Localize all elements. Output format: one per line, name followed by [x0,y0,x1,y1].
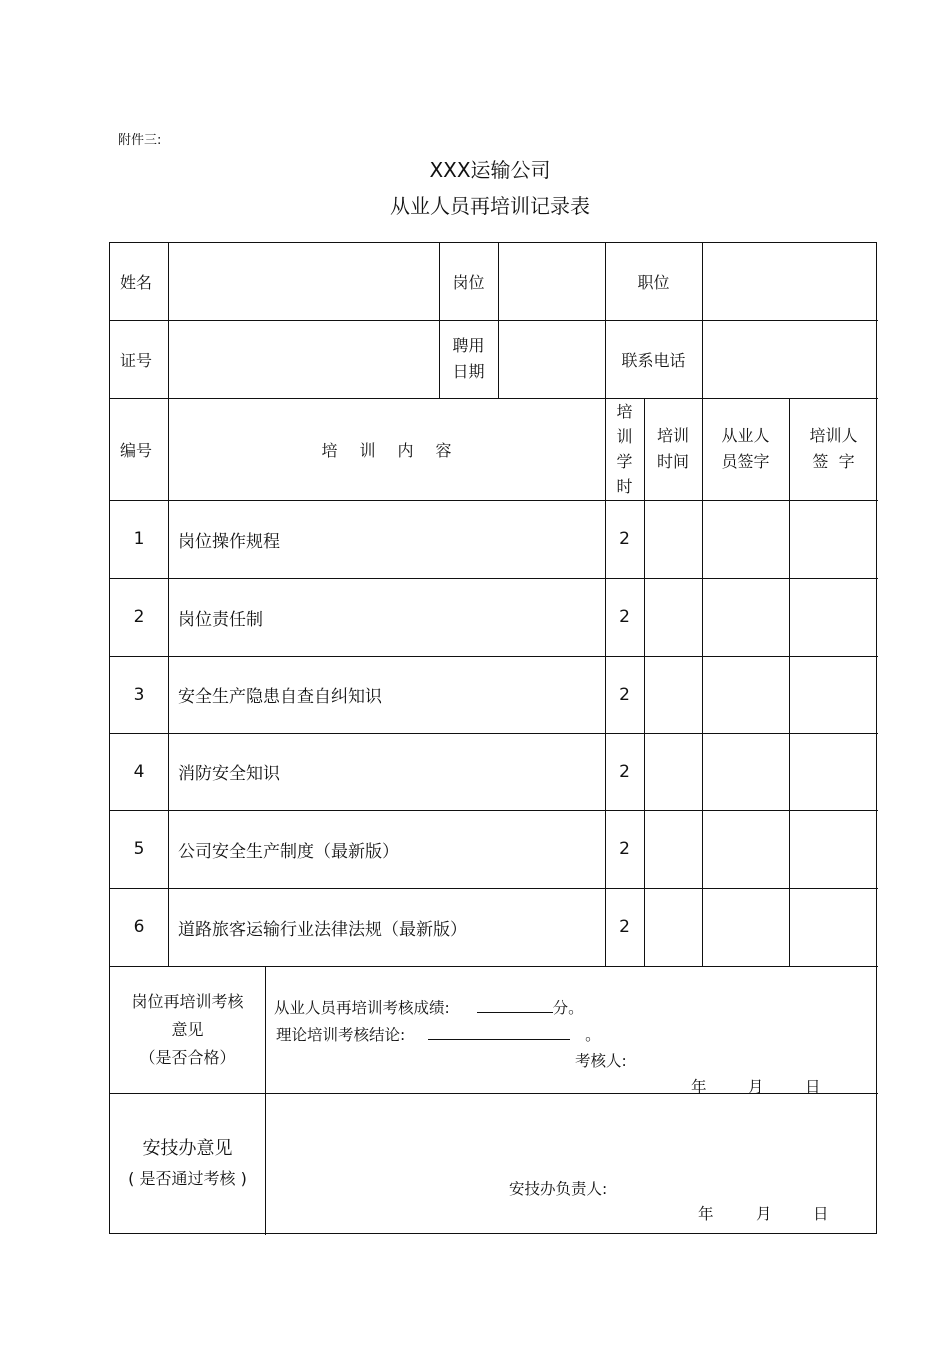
col-header-hours-char: 训 [616,427,633,446]
row-content: 安全生产隐患自查自纠知识 [178,687,382,707]
conclusion-end: 。 [585,1026,601,1044]
col-divider [265,966,266,1235]
conclusion-blank[interactable] [428,1025,570,1040]
row-no: 3 [133,684,145,705]
office-head-label: 安技办负责人: [509,1180,608,1198]
hire-date-label [439,320,498,398]
attachment-label: 附件三: [118,133,162,148]
col-header-time-line1: 培训 [656,426,689,445]
assessor-label: 考核人: [575,1052,627,1070]
office-year: 年 [698,1205,714,1223]
office-opinion-label-line2: ( 是否通过考核 ) [128,1169,247,1188]
office-opinion-label [110,1093,265,1235]
conclusion-line [276,1023,601,1045]
score-line [274,996,584,1018]
score-blank[interactable] [477,998,553,1013]
col-header-time-line2: 时间 [656,452,689,471]
row-no: 1 [133,529,145,549]
row-content: 岗位操作规程 [178,531,280,552]
training-record-table [109,242,877,1234]
row-content: 岗位责任制 [178,609,263,630]
office-day: 日 [813,1205,829,1223]
col-header-staff-sign-line1: 从业人 [721,426,770,445]
row-content: 道路旅客运输行业法律法规（最新版） [178,919,467,940]
assessment-label-line2: 意见 [171,1019,204,1039]
post-label: 岗位 [452,273,485,292]
row-no: 4 [133,761,145,782]
hire-date-field[interactable] [498,320,605,398]
assessment-label-line1: 岗位再培训考核 [131,991,244,1011]
row-no: 2 [133,607,145,627]
name-label: 姓名 [119,273,152,292]
row-content: 消防安全知识 [178,764,280,784]
hire-date-label-line2: 日期 [452,362,485,381]
row-no: 5 [133,839,145,859]
phone-field[interactable] [702,320,878,398]
row-hours: 2 [619,607,630,627]
col-header-hours-char: 学 [616,452,633,471]
post-field[interactable] [498,243,605,320]
col-header-hours-char: 时 [616,477,633,496]
row-hours: 2 [619,529,630,549]
col-header-staff-sign [702,398,789,500]
assessment-month: 月 [748,1078,764,1096]
name-field[interactable] [168,243,439,320]
score-unit: 分。 [552,999,584,1017]
assessment-label [110,966,265,1093]
row-hours: 2 [619,917,630,937]
col-header-hours [605,398,644,500]
assessment-year: 年 [691,1078,707,1096]
position-field[interactable] [702,243,878,320]
cert-label: 证号 [119,350,152,370]
form-company-title: XXX运输公司 [429,158,551,182]
assessment-label-line3: （是否合格） [139,1047,236,1067]
cert-field[interactable] [168,320,439,398]
hire-date-label-line1: 聘用 [452,336,485,355]
form-title: 从业人员再培训记录表 [390,194,590,218]
col-header-staff-sign-line2: 员签字 [721,452,770,471]
row-no: 6 [133,917,145,937]
col-header-trainer-sign [789,398,878,500]
row-hours: 2 [619,761,630,782]
office-opinion-label-line1: 安技办意见 [142,1138,233,1159]
conclusion-label: 理论培训考核结论: [276,1026,406,1044]
phone-label: 联系电话 [621,350,686,370]
row-hours: 2 [619,684,630,705]
office-month: 月 [756,1205,772,1223]
row-hours: 2 [619,839,630,859]
col-header-hours-char: 培 [616,402,633,421]
col-header-trainer-sign-line1: 培训人 [809,426,858,445]
col-header-no: 编号 [119,440,152,460]
col-header-trainer-sign-line2: 签 字 [812,452,855,471]
position-label: 职位 [637,273,670,292]
col-header-content: 培训内容 [321,440,474,460]
row-content: 公司安全生产制度（最新版） [178,841,399,862]
score-label: 从业人员再培训考核成绩: [274,999,450,1017]
assessment-day: 日 [805,1078,821,1096]
col-header-time [644,398,702,500]
